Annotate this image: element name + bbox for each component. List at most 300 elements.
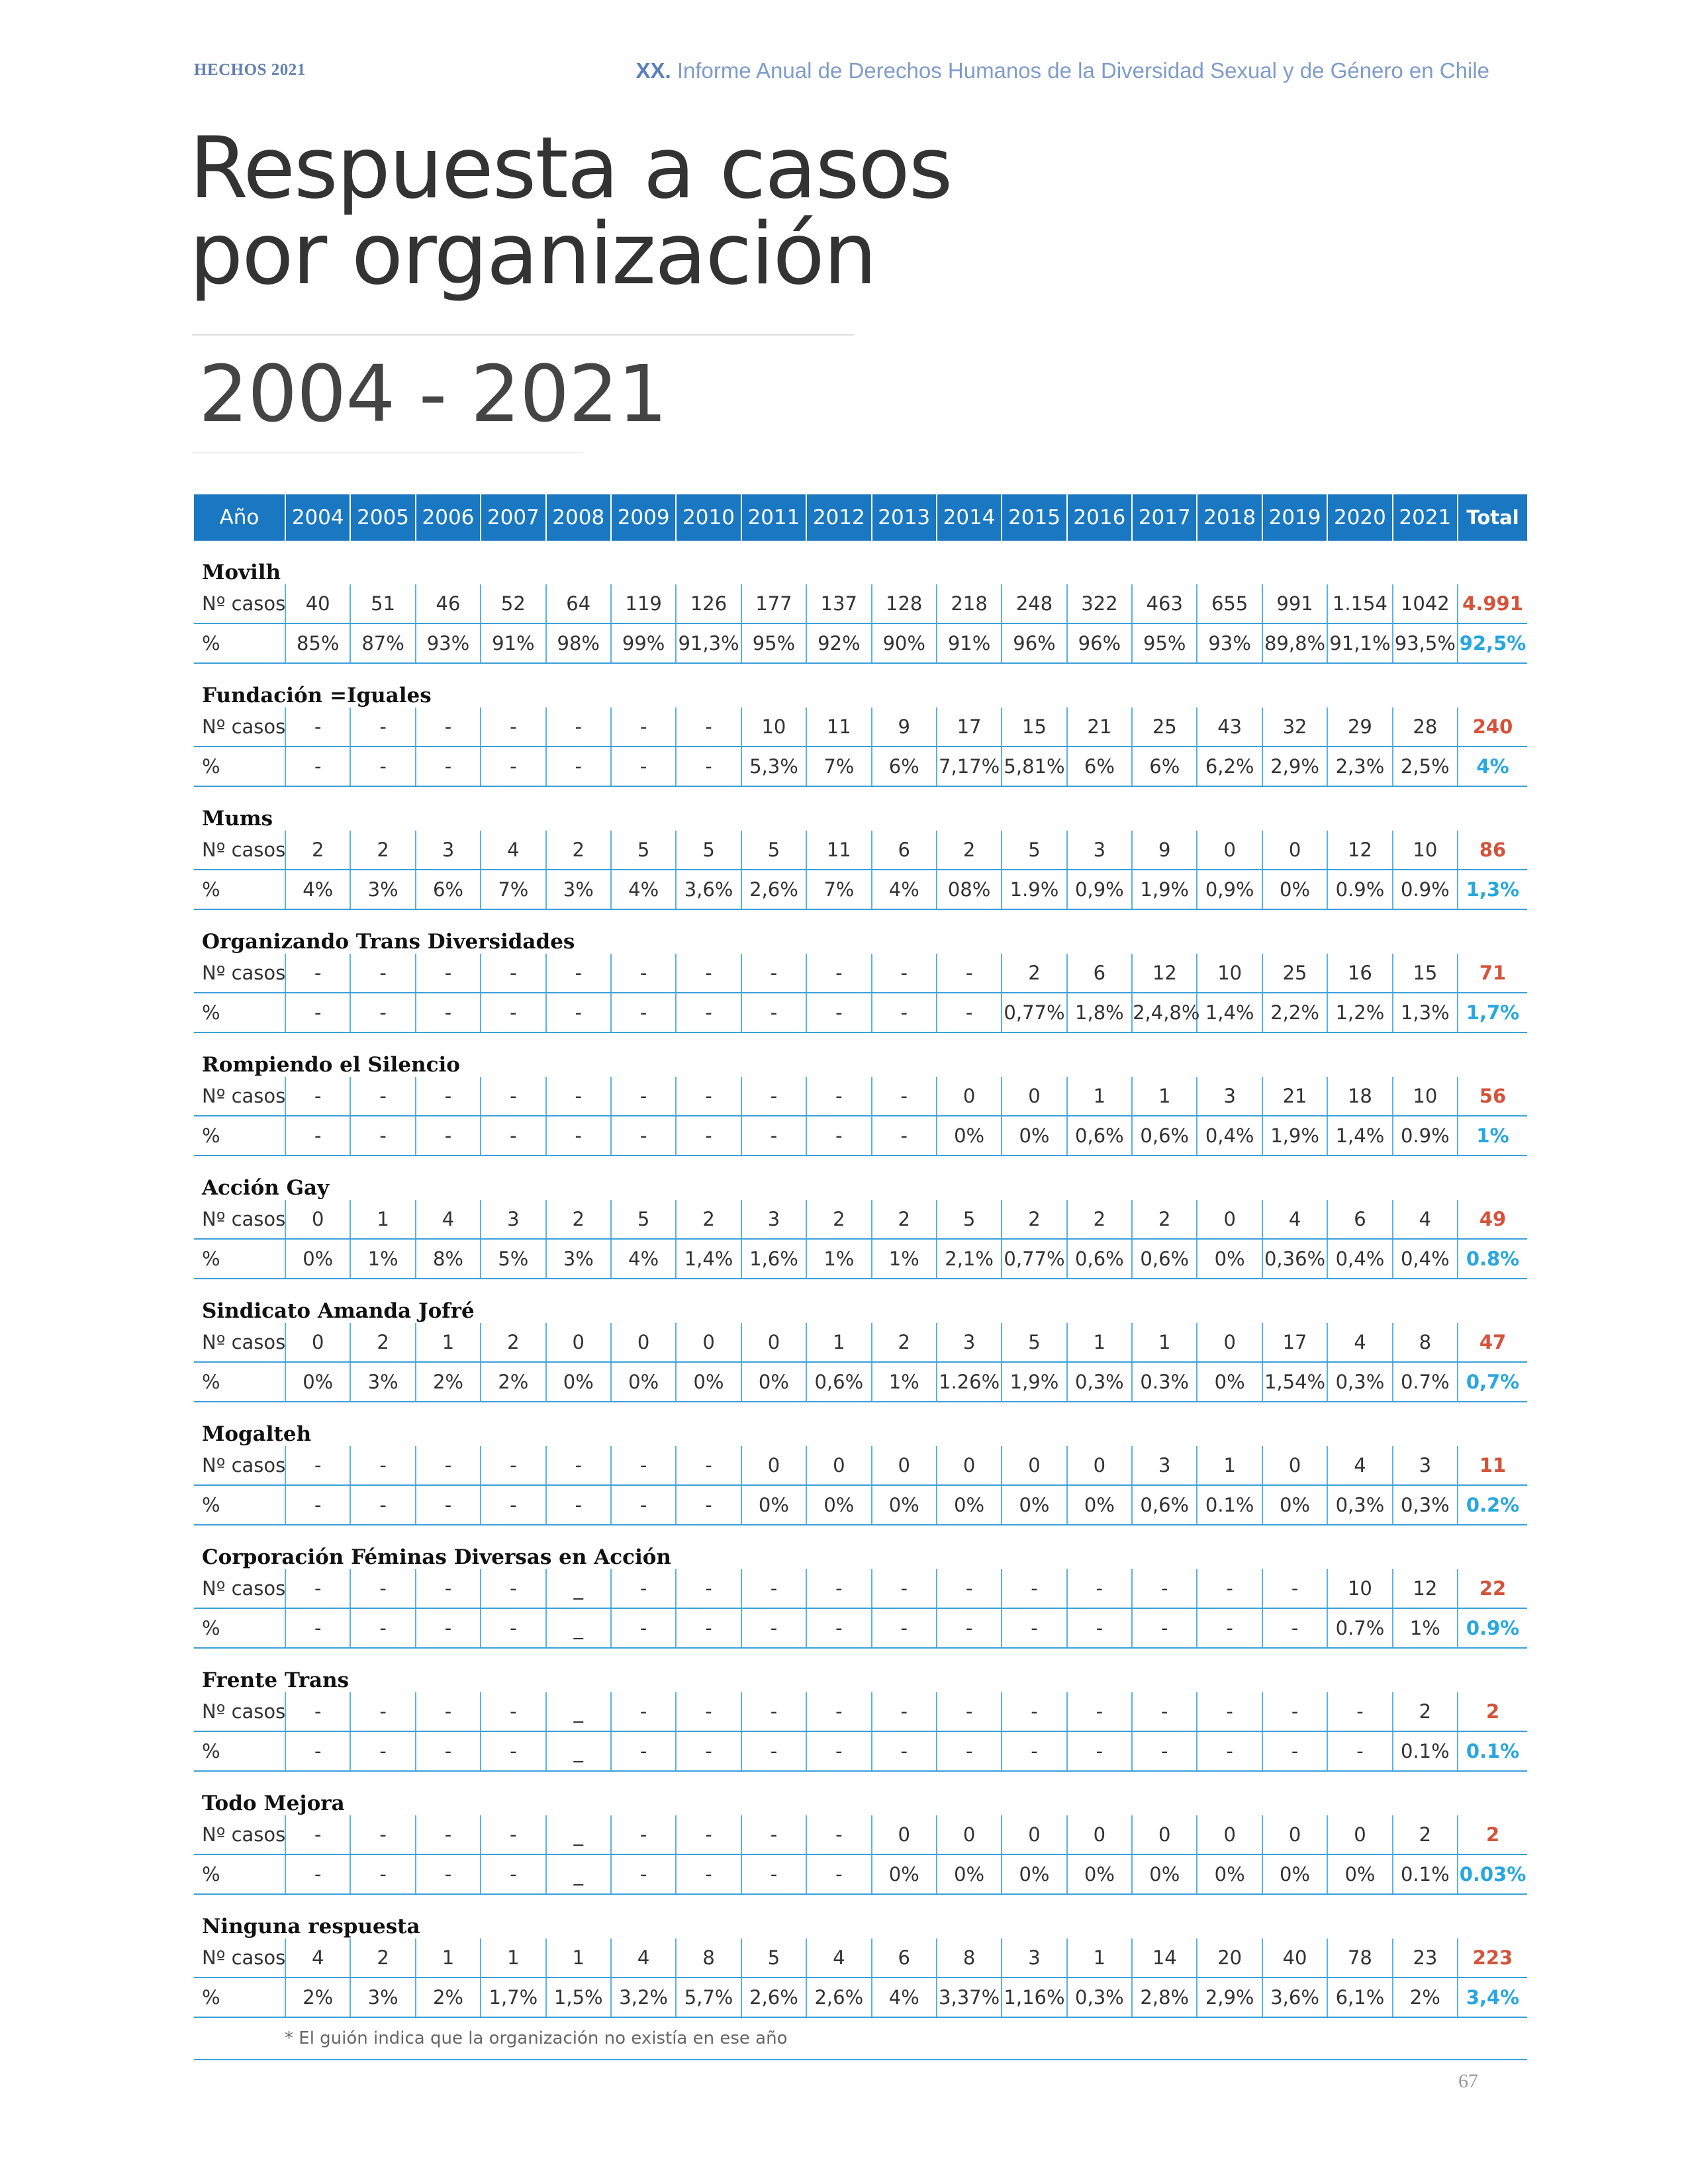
- row-label: Nº casos: [194, 707, 285, 747]
- value-cell: -: [937, 954, 1002, 993]
- org-name-row: [194, 1402, 1527, 1446]
- value-cell: 95%: [1132, 623, 1197, 663]
- value-cell: -: [481, 1731, 545, 1771]
- value-cell: 1,2%: [1327, 993, 1392, 1032]
- row-label: %: [194, 1362, 285, 1402]
- value-cell: 98%: [546, 623, 611, 663]
- value-cell: 8: [1393, 1323, 1458, 1362]
- org-name: Movilh: [202, 561, 281, 584]
- value-cell: -: [611, 1485, 676, 1525]
- org-name-row: [194, 1771, 1527, 1815]
- value-cell: 6: [872, 1938, 937, 1978]
- value-cell: 0: [1262, 1815, 1327, 1854]
- value-cell: 85%: [285, 623, 350, 663]
- footnote-row: [194, 2017, 1527, 2060]
- value-cell: -: [350, 707, 415, 747]
- row-label: %: [194, 1485, 285, 1525]
- percent-row: [194, 1978, 1527, 2017]
- row-label: %: [194, 747, 285, 786]
- value-cell: 5: [1002, 831, 1066, 870]
- value-cell: 0: [1067, 1815, 1132, 1854]
- value-cell: 12: [1132, 954, 1197, 993]
- value-cell: -: [416, 1608, 481, 1648]
- org-name-row: [194, 1279, 1527, 1323]
- org-name: Mums: [202, 807, 273, 831]
- row-label: Nº casos: [194, 1446, 285, 1485]
- header-year: 2004: [285, 494, 350, 541]
- value-cell: 10: [1327, 1569, 1392, 1608]
- value-cell: -: [350, 954, 415, 993]
- value-cell: -: [416, 1116, 481, 1156]
- value-cell: 12: [1393, 1569, 1458, 1608]
- value-cell: 2,6%: [741, 1978, 806, 2017]
- value-cell: -: [676, 747, 741, 786]
- value-cell: 3%: [546, 1239, 611, 1279]
- value-cell: -: [1002, 1731, 1066, 1771]
- value-cell: 1,9%: [1002, 1362, 1066, 1402]
- total-cell: 3,4%: [1458, 1978, 1527, 2017]
- value-cell: 1: [546, 1938, 611, 1978]
- value-cell: -: [676, 954, 741, 993]
- value-cell: 6%: [416, 870, 481, 909]
- value-cell: -: [872, 1731, 937, 1771]
- value-cell: -: [741, 993, 806, 1032]
- percent-row: [194, 1239, 1527, 1279]
- value-cell: 3: [416, 831, 481, 870]
- value-cell: -: [285, 1692, 350, 1731]
- value-cell: -: [611, 1692, 676, 1731]
- value-cell: 126: [676, 584, 741, 623]
- value-cell: -: [676, 1608, 741, 1648]
- percent-row: [194, 993, 1527, 1032]
- value-cell: -: [350, 747, 415, 786]
- value-cell: 0,9%: [1067, 870, 1132, 909]
- value-cell: 2: [1393, 1815, 1458, 1854]
- total-cell: 0,7%: [1458, 1362, 1527, 1402]
- value-cell: 0: [1262, 831, 1327, 870]
- value-cell: 10: [1393, 1077, 1458, 1116]
- value-cell: -: [546, 707, 611, 747]
- value-cell: 1%: [806, 1239, 871, 1279]
- value-cell: -: [285, 1116, 350, 1156]
- value-cell: 2: [1067, 1200, 1132, 1239]
- value-cell: 4: [285, 1938, 350, 1978]
- value-cell: -: [285, 1854, 350, 1894]
- row-label: Nº casos: [194, 1569, 285, 1608]
- value-cell: 3: [1002, 1938, 1066, 1978]
- value-cell: -: [481, 1692, 545, 1731]
- value-cell: 99%: [611, 623, 676, 663]
- value-cell: -: [1067, 1692, 1132, 1731]
- value-cell: 0: [1197, 1815, 1262, 1854]
- value-cell: -: [350, 1446, 415, 1485]
- value-cell: 15: [1002, 707, 1066, 747]
- value-cell: -: [416, 1731, 481, 1771]
- value-cell: 0.9%: [1327, 870, 1392, 909]
- value-cell: -: [1327, 1692, 1392, 1731]
- total-cell: 92,5%: [1458, 623, 1527, 663]
- value-cell: 93%: [416, 623, 481, 663]
- value-cell: 1%: [350, 1239, 415, 1279]
- value-cell: 2: [676, 1200, 741, 1239]
- value-cell: _: [546, 1731, 611, 1771]
- header-year: 2017: [1132, 494, 1197, 541]
- value-cell: -: [416, 1485, 481, 1525]
- value-cell: 8: [937, 1938, 1002, 1978]
- value-cell: 0,6%: [1132, 1485, 1197, 1525]
- value-cell: -: [611, 993, 676, 1032]
- value-cell: -: [546, 1485, 611, 1525]
- value-cell: 0%: [1197, 1362, 1262, 1402]
- value-cell: 0: [1002, 1446, 1066, 1485]
- value-cell: 23: [1393, 1938, 1458, 1978]
- value-cell: 1: [1067, 1077, 1132, 1116]
- value-cell: -: [285, 1608, 350, 1648]
- value-cell: -: [676, 993, 741, 1032]
- report-title: [635, 58, 1489, 83]
- value-cell: 1: [481, 1938, 545, 1978]
- value-cell: -: [676, 1854, 741, 1894]
- value-cell: -: [806, 1077, 871, 1116]
- value-cell: -: [481, 1485, 545, 1525]
- value-cell: -: [1002, 1608, 1066, 1648]
- value-cell: 0: [1327, 1815, 1392, 1854]
- report-number: XX.: [635, 58, 671, 83]
- value-cell: 2: [546, 1200, 611, 1239]
- value-cell: 4: [1393, 1200, 1458, 1239]
- value-cell: 0%: [285, 1362, 350, 1402]
- value-cell: -: [1197, 1569, 1262, 1608]
- value-cell: 0: [937, 1815, 1002, 1854]
- value-cell: -: [546, 1116, 611, 1156]
- value-cell: 0.9%: [1393, 1116, 1458, 1156]
- value-cell: 1,54%: [1262, 1362, 1327, 1402]
- value-cell: 6: [1327, 1200, 1392, 1239]
- value-cell: 0%: [1327, 1854, 1392, 1894]
- percent-row: [194, 1731, 1527, 1771]
- value-cell: 40: [1262, 1938, 1327, 1978]
- page-number: 67: [1458, 2070, 1478, 2092]
- value-cell: -: [676, 1692, 741, 1731]
- total-cell: 56: [1458, 1077, 1527, 1116]
- value-cell: -: [1132, 1569, 1197, 1608]
- value-cell: -: [481, 1815, 545, 1854]
- value-cell: -: [285, 1485, 350, 1525]
- value-cell: -: [676, 1815, 741, 1854]
- value-cell: 0: [937, 1446, 1002, 1485]
- value-cell: 8: [676, 1938, 741, 1978]
- org-name-row: [194, 1894, 1527, 1938]
- value-cell: 0: [741, 1446, 806, 1485]
- value-cell: -: [611, 1446, 676, 1485]
- value-cell: -: [937, 1569, 1002, 1608]
- value-cell: -: [611, 1815, 676, 1854]
- value-cell: 0: [676, 1323, 741, 1362]
- value-cell: 1,9%: [1262, 1116, 1327, 1156]
- total-cell: 47: [1458, 1323, 1527, 1362]
- value-cell: -: [1002, 1569, 1066, 1608]
- value-cell: 2: [1002, 1200, 1066, 1239]
- value-cell: 7%: [806, 747, 871, 786]
- value-cell: 2: [1132, 1200, 1197, 1239]
- value-cell: 25: [1132, 707, 1197, 747]
- value-cell: 0,6%: [1067, 1239, 1132, 1279]
- value-cell: 0%: [546, 1362, 611, 1402]
- value-cell: 0.1%: [1197, 1485, 1262, 1525]
- value-cell: 2: [806, 1200, 871, 1239]
- value-cell: 0%: [741, 1485, 806, 1525]
- value-cell: 6%: [1067, 747, 1132, 786]
- cases-row: [194, 707, 1527, 747]
- value-cell: 21: [1067, 707, 1132, 747]
- value-cell: 15: [1393, 954, 1458, 993]
- value-cell: 20: [1197, 1938, 1262, 1978]
- value-cell: 0%: [1262, 870, 1327, 909]
- value-cell: -: [611, 1608, 676, 1648]
- value-cell: 17: [1262, 1323, 1327, 1362]
- value-cell: -: [1262, 1731, 1327, 1771]
- row-label: %: [194, 1731, 285, 1771]
- value-cell: 21: [1262, 1077, 1327, 1116]
- org-name: Corporación Féminas Diversas en Acción: [202, 1545, 671, 1569]
- value-cell: 0: [806, 1446, 871, 1485]
- value-cell: 1: [416, 1323, 481, 1362]
- header-year: 2016: [1067, 494, 1132, 541]
- value-cell: 1: [806, 1323, 871, 1362]
- value-cell: 0,4%: [1197, 1116, 1262, 1156]
- cases-row: [194, 954, 1527, 993]
- value-cell: -: [1132, 1608, 1197, 1648]
- org-name: Frente Trans: [202, 1668, 350, 1692]
- total-cell: 4%: [1458, 747, 1527, 786]
- value-cell: 4: [416, 1200, 481, 1239]
- value-cell: -: [611, 954, 676, 993]
- value-cell: 0: [1002, 1815, 1066, 1854]
- value-cell: -: [937, 993, 1002, 1032]
- value-cell: -: [676, 1485, 741, 1525]
- title-divider: [192, 334, 854, 336]
- value-cell: -: [416, 1569, 481, 1608]
- value-cell: -: [1132, 1731, 1197, 1771]
- value-cell: 0%: [1002, 1854, 1066, 1894]
- value-cell: 3: [1197, 1077, 1262, 1116]
- value-cell: 2%: [1393, 1978, 1458, 2017]
- value-cell: 2: [1393, 1692, 1458, 1731]
- total-cell: 86: [1458, 831, 1527, 870]
- value-cell: 655: [1197, 584, 1262, 623]
- value-cell: -: [1197, 1731, 1262, 1771]
- value-cell: 0.1%: [1393, 1854, 1458, 1894]
- value-cell: 8%: [416, 1239, 481, 1279]
- value-cell: 1%: [872, 1239, 937, 1279]
- value-cell: 2: [872, 1323, 937, 1362]
- value-cell: 14: [1132, 1938, 1197, 1978]
- value-cell: 1.9%: [1002, 870, 1066, 909]
- value-cell: 2,6%: [806, 1978, 871, 2017]
- value-cell: 1.154: [1327, 584, 1392, 623]
- org-name: Rompiendo el Silencio: [202, 1053, 460, 1077]
- cases-row: [194, 1938, 1527, 1978]
- value-cell: 0%: [1197, 1239, 1262, 1279]
- value-cell: 991: [1262, 584, 1327, 623]
- value-cell: 3%: [350, 870, 415, 909]
- value-cell: 0%: [676, 1362, 741, 1402]
- value-cell: 5: [741, 831, 806, 870]
- value-cell: -: [546, 954, 611, 993]
- value-cell: 1,5%: [546, 1978, 611, 2017]
- percent-row: [194, 1116, 1527, 1156]
- value-cell: 2%: [285, 1978, 350, 2017]
- header-year: 2015: [1002, 494, 1066, 541]
- value-cell: -: [806, 1854, 871, 1894]
- value-cell: 1: [1067, 1323, 1132, 1362]
- value-cell: 2,5%: [1393, 747, 1458, 786]
- value-cell: -: [481, 1608, 545, 1648]
- value-cell: 95%: [741, 623, 806, 663]
- percent-row: [194, 870, 1527, 909]
- total-cell: 0.8%: [1458, 1239, 1527, 1279]
- org-name: Fundación =Iguales: [202, 684, 432, 707]
- value-cell: -: [676, 707, 741, 747]
- value-cell: 0%: [1002, 1485, 1066, 1525]
- value-cell: 322: [1067, 584, 1132, 623]
- value-cell: 3%: [546, 870, 611, 909]
- value-cell: 0: [285, 1323, 350, 1362]
- value-cell: 1,9%: [1132, 870, 1197, 909]
- value-cell: -: [1067, 1569, 1132, 1608]
- value-cell: _: [546, 1854, 611, 1894]
- header-year: 2008: [546, 494, 611, 541]
- value-cell: 1%: [1393, 1608, 1458, 1648]
- value-cell: 91,1%: [1327, 623, 1392, 663]
- total-cell: 49: [1458, 1200, 1527, 1239]
- value-cell: -: [1197, 1692, 1262, 1731]
- value-cell: -: [872, 1116, 937, 1156]
- value-cell: 1,8%: [1067, 993, 1132, 1032]
- value-cell: 28: [1393, 707, 1458, 747]
- row-label: Nº casos: [194, 1323, 285, 1362]
- value-cell: 0%: [937, 1116, 1002, 1156]
- value-cell: 29: [1327, 707, 1392, 747]
- value-cell: 0,36%: [1262, 1239, 1327, 1279]
- value-cell: _: [546, 1815, 611, 1854]
- value-cell: 5: [741, 1938, 806, 1978]
- value-cell: 10: [1197, 954, 1262, 993]
- value-cell: 0,6%: [1132, 1116, 1197, 1156]
- value-cell: 93,5%: [1393, 623, 1458, 663]
- value-cell: -: [481, 1569, 545, 1608]
- value-cell: 2: [350, 1938, 415, 1978]
- value-cell: 0%: [806, 1485, 871, 1525]
- value-cell: 0,3%: [1327, 1362, 1392, 1402]
- total-cell: 2: [1458, 1815, 1527, 1854]
- value-cell: -: [806, 1731, 871, 1771]
- value-cell: -: [350, 1854, 415, 1894]
- value-cell: -: [350, 1731, 415, 1771]
- cases-row: [194, 831, 1527, 870]
- value-cell: -: [611, 1077, 676, 1116]
- row-label: Nº casos: [194, 584, 285, 623]
- row-label: %: [194, 1116, 285, 1156]
- header-year: 2014: [937, 494, 1002, 541]
- value-cell: 0: [741, 1323, 806, 1362]
- value-cell: -: [611, 1116, 676, 1156]
- value-cell: -: [350, 1608, 415, 1648]
- value-cell: 64: [546, 584, 611, 623]
- years-divider: [192, 452, 583, 453]
- value-cell: 2: [350, 831, 415, 870]
- value-cell: -: [741, 1077, 806, 1116]
- value-cell: 16: [1327, 954, 1392, 993]
- value-cell: -: [741, 1815, 806, 1854]
- value-cell: 0: [1197, 1323, 1262, 1362]
- value-cell: 0%: [1067, 1854, 1132, 1894]
- value-cell: -: [416, 954, 481, 993]
- org-name: Ninguna respuesta: [202, 1915, 420, 1938]
- value-cell: -: [285, 1815, 350, 1854]
- value-cell: 177: [741, 584, 806, 623]
- value-cell: 91%: [481, 623, 545, 663]
- value-cell: 0: [285, 1200, 350, 1239]
- value-cell: 0%: [285, 1239, 350, 1279]
- value-cell: 6,1%: [1327, 1978, 1392, 2017]
- value-cell: 10: [1393, 831, 1458, 870]
- value-cell: 2%: [416, 1978, 481, 2017]
- value-cell: -: [676, 1569, 741, 1608]
- value-cell: -: [872, 1077, 937, 1116]
- value-cell: 3,6%: [1262, 1978, 1327, 2017]
- value-cell: -: [676, 1116, 741, 1156]
- value-cell: 1,4%: [1327, 1116, 1392, 1156]
- value-cell: -: [611, 1854, 676, 1894]
- value-cell: 0%: [1262, 1485, 1327, 1525]
- value-cell: -: [416, 1446, 481, 1485]
- value-cell: 6%: [872, 747, 937, 786]
- value-cell: -: [481, 954, 545, 993]
- value-cell: 4%: [611, 1239, 676, 1279]
- table-header-row: [194, 494, 1527, 541]
- percent-row: [194, 1485, 1527, 1525]
- value-cell: 7%: [481, 870, 545, 909]
- value-cell: 12: [1327, 831, 1392, 870]
- value-cell: -: [546, 747, 611, 786]
- value-cell: -: [741, 1731, 806, 1771]
- value-cell: 43: [1197, 707, 1262, 747]
- row-label: %: [194, 870, 285, 909]
- org-name-row: [194, 541, 1527, 584]
- row-label: Nº casos: [194, 1938, 285, 1978]
- value-cell: -: [1002, 1692, 1066, 1731]
- value-cell: -: [741, 954, 806, 993]
- value-cell: 5: [937, 1200, 1002, 1239]
- org-name: Organizando Trans Diversidades: [202, 930, 575, 954]
- value-cell: 91,3%: [676, 623, 741, 663]
- value-cell: 3: [1067, 831, 1132, 870]
- value-cell: 0: [1262, 1446, 1327, 1485]
- value-cell: 52: [481, 584, 545, 623]
- value-cell: -: [350, 1692, 415, 1731]
- value-cell: 5%: [481, 1239, 545, 1279]
- value-cell: -: [741, 1692, 806, 1731]
- value-cell: 0: [937, 1077, 1002, 1116]
- value-cell: 2: [1002, 954, 1066, 993]
- value-cell: 2,9%: [1197, 1978, 1262, 2017]
- row-label: Nº casos: [194, 954, 285, 993]
- row-label: Nº casos: [194, 1692, 285, 1731]
- value-cell: -: [416, 1854, 481, 1894]
- value-cell: 2,4,8%: [1132, 993, 1197, 1032]
- value-cell: 2,2%: [1262, 993, 1327, 1032]
